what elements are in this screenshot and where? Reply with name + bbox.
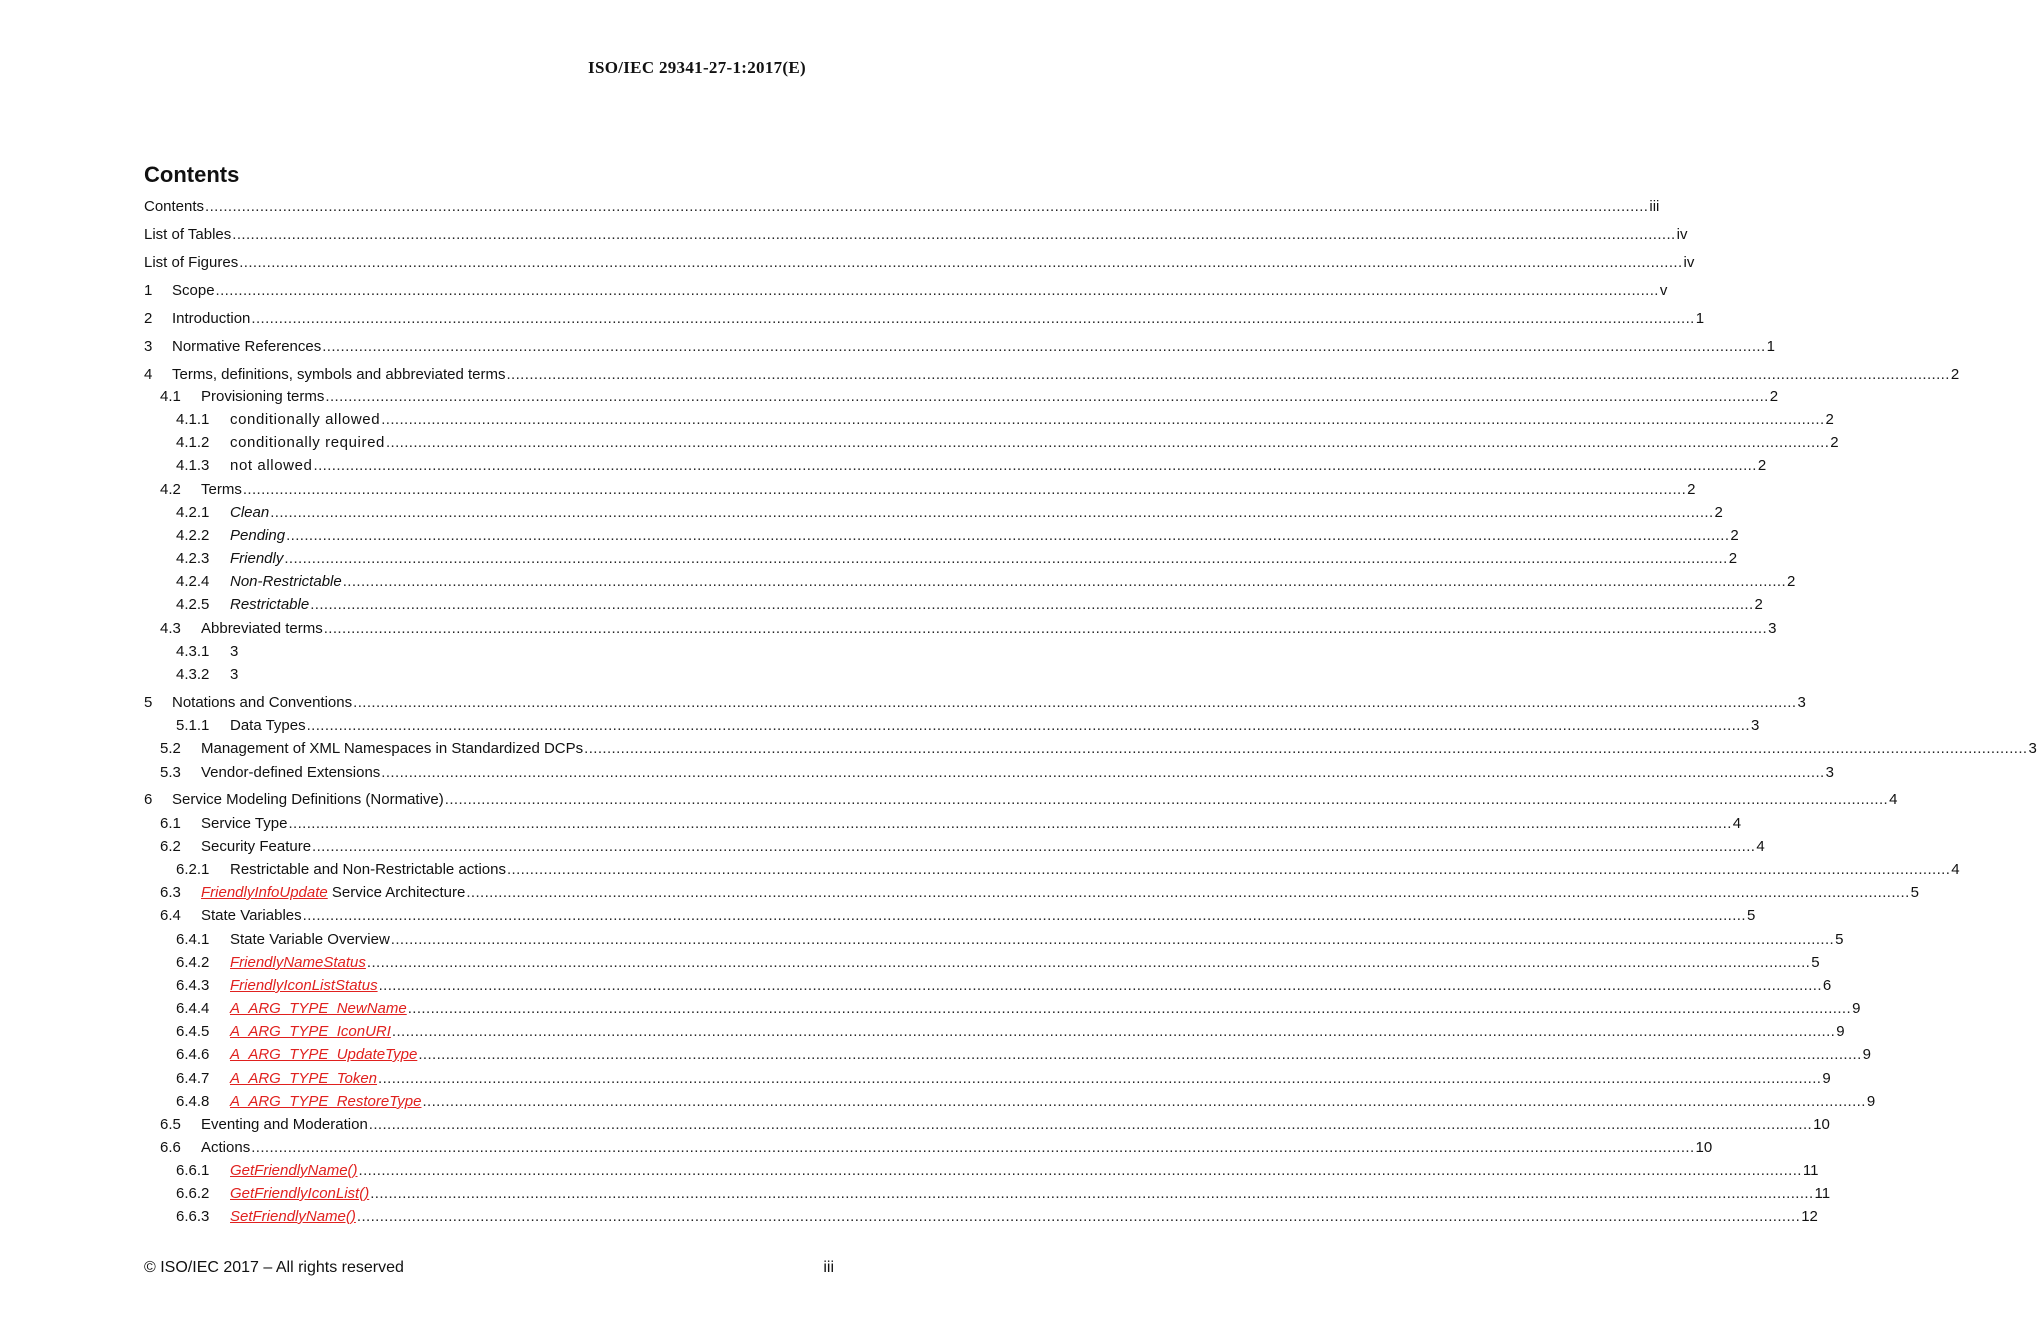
toc-entry-title (230, 1045, 417, 1065)
toc-entry[interactable] (144, 337, 1775, 357)
toc-entry-page: 3 (1797, 694, 1806, 711)
toc-entry-page: 9 (1836, 1023, 1845, 1040)
toc-entry-title (172, 309, 250, 329)
toc-entry-number: 4.2 (160, 481, 181, 498)
toc-entry[interactable] (160, 739, 2037, 759)
toc-entry-title-text: Clean (230, 504, 270, 521)
toc-entry-title-text: Contents (144, 198, 205, 215)
toc-entry-title (230, 1161, 358, 1181)
toc-entry-title-text: Terms (201, 481, 242, 498)
toc-entry-number: 6.4.8 (176, 1093, 210, 1110)
toc-dot-leader (251, 1138, 1694, 1158)
toc-entry-page: 2 (1754, 596, 1763, 613)
toc-entry-title-text: conditionally required (230, 434, 385, 451)
toc-entry[interactable] (176, 572, 1796, 592)
toc-entry-title (201, 883, 465, 903)
toc-entry-title (230, 976, 378, 996)
toc-entry[interactable] (176, 976, 1832, 996)
toc-entry[interactable] (176, 433, 1839, 453)
toc-dot-leader (353, 693, 1796, 713)
toc-entry-page: 5 (1811, 954, 1820, 971)
toc-dot-leader (324, 619, 1767, 639)
toc-entry-page: 9 (1852, 1000, 1861, 1017)
toc-entry[interactable] (176, 1161, 1819, 1181)
toc-entry-title (172, 693, 352, 713)
toc-entry-title (230, 860, 506, 880)
toc-entry-number: 6.4.7 (176, 1070, 210, 1087)
toc-dot-leader (378, 1069, 1821, 1089)
toc-entry[interactable] (160, 480, 1696, 500)
toc-entry[interactable] (160, 883, 1919, 903)
toc-dot-leader (325, 387, 1768, 407)
toc-entry-page: 5 (1910, 884, 1919, 901)
toc-entry-link[interactable]: A_ARG_TYPE_UpdateType (230, 1046, 418, 1063)
toc-entry-page: 3 (1750, 717, 1760, 734)
toc-entry[interactable] (160, 387, 1779, 407)
toc-entry-number: 6.3 (160, 884, 181, 901)
toc-entry-page: 2 (1687, 481, 1696, 498)
toc-entry-link[interactable]: FriendlyInfoUpdate (201, 884, 328, 901)
toc-entry-number: 4 (144, 366, 153, 383)
toc-entry-title-text: Introduction (172, 310, 251, 327)
toc-entry-title (230, 1069, 377, 1089)
toc-entry-title (230, 1022, 391, 1042)
toc-entry[interactable] (160, 814, 1742, 834)
toc-entry-page: 10 (1813, 1116, 1830, 1133)
toc-entry-page: 3 (1768, 620, 1777, 637)
toc-entry-page: 5 (1835, 931, 1844, 948)
toc-entry-title-text: Service Type (201, 815, 288, 832)
toc-entry[interactable] (144, 225, 1688, 245)
toc-entry-number: 4.1.3 (176, 457, 210, 474)
toc-entry-page: 1 (1695, 310, 1705, 327)
toc-entry-title-text: State Variable Overview (230, 931, 390, 948)
toc-entry-page: 2 (1728, 550, 1738, 567)
toc-dot-leader (359, 1161, 1802, 1181)
toc-entry[interactable] (176, 410, 1834, 430)
toc-entry-number: 6.4.5 (176, 1023, 210, 1040)
toc-dot-leader (379, 976, 1822, 996)
toc-entry-number: 6.1 (160, 815, 181, 832)
toc-dot-leader (286, 526, 1729, 546)
toc-entry-number: 4.2.1 (176, 504, 210, 521)
toc-entry-number: 3 (144, 338, 153, 355)
toc-entry[interactable] (144, 197, 1660, 217)
toc-entry-number: 4.3.2 (176, 666, 210, 683)
toc-entry-link[interactable]: FriendlyNameStatus (230, 954, 366, 971)
toc-entry-title (172, 790, 444, 810)
toc-entry-page: 9 (1862, 1046, 1871, 1063)
toc-dot-leader (466, 883, 1909, 903)
toc-entry-title-text: Friendly (230, 550, 284, 567)
toc-entry-title (201, 387, 324, 407)
toc-entry-number: 4.3 (160, 620, 181, 637)
toc-entry-title-text: Normative References (172, 338, 322, 355)
toc-dot-leader (343, 572, 1786, 592)
toc-dot-leader (284, 549, 1727, 569)
toc-entry-page: 2 (1730, 527, 1739, 544)
toc-dot-leader (391, 930, 1834, 950)
toc-entry[interactable] (160, 619, 1777, 639)
toc-entry-number: 5.1.1 (176, 717, 210, 734)
toc-entry-title (172, 365, 505, 385)
toc-entry-title (230, 1184, 369, 1204)
toc-entry-title (172, 281, 215, 301)
toc-entry-title-text: conditionally allowed (230, 411, 381, 428)
toc-entry-title (201, 1115, 368, 1135)
toc-dot-leader (243, 480, 1686, 500)
toc-entry-title (201, 619, 323, 639)
toc-entry[interactable] (160, 1115, 1830, 1135)
toc-dot-leader (369, 1115, 1812, 1135)
toc-dot-leader (216, 281, 1659, 301)
toc-entry[interactable] (176, 1069, 1831, 1089)
toc-dot-leader (445, 790, 1888, 810)
toc-entry-number: 6.4.3 (176, 977, 210, 994)
toc-dot-leader (422, 1092, 1865, 1112)
toc-entry-page: 9 (1822, 1070, 1831, 1087)
toc-dot-leader (370, 1184, 1813, 1204)
toc-entry-number: 6.6 (160, 1139, 181, 1156)
toc-dot-leader (239, 253, 1682, 273)
toc-entry-title-text: 3 (230, 643, 239, 660)
toc-entry-title-text: Notations and Conventions (172, 694, 353, 711)
toc-entry-page: 5 (1746, 907, 1756, 924)
toc-entry-link[interactable]: GetFriendlyName() (230, 1162, 358, 1179)
toc-entry-number: 6.4.6 (176, 1046, 210, 1063)
toc-dot-leader (303, 906, 1746, 926)
toc-entry-link[interactable]: A_ARG_TYPE_RestoreType (230, 1093, 422, 1110)
toc-entry-number: 4.1.1 (176, 411, 210, 428)
toc-entry[interactable] (176, 642, 834, 662)
toc-entry-title-text: Provisioning terms (201, 388, 325, 405)
toc-entry-page: 11 (1814, 1185, 1831, 1202)
toc-entry[interactable] (176, 1207, 1818, 1227)
toc-entry-number: 4.2.4 (176, 573, 210, 590)
toc-dot-leader (357, 1207, 1800, 1227)
toc-entry[interactable] (160, 763, 1834, 783)
toc-dot-leader (205, 197, 1648, 217)
toc-entry[interactable] (176, 549, 1738, 569)
toc-entry[interactable] (176, 1022, 1845, 1042)
toc-entry[interactable] (176, 953, 1820, 973)
toc-entry[interactable] (176, 1184, 1831, 1204)
toc-entry-number: 6.6.3 (176, 1208, 210, 1225)
toc-dot-leader (418, 1045, 1861, 1065)
toc-entry[interactable] (176, 930, 1844, 950)
toc-dot-leader (386, 433, 1829, 453)
toc-entry-title (230, 953, 366, 973)
toc-entry-link[interactable]: FriendlyIconListStatus (230, 977, 378, 994)
toc-entry-title (201, 739, 583, 759)
toc-entry-title (201, 1138, 250, 1158)
toc-entry-title (230, 503, 269, 523)
toc-entry-title (230, 595, 309, 615)
toc-entry[interactable] (176, 456, 1767, 476)
toc-entry-page: iv (1683, 254, 1695, 271)
toc-entry-page: 1 (1766, 338, 1775, 355)
toc-entry-number: 4.1.2 (176, 434, 210, 451)
toc-entry-page: 2 (1769, 388, 1779, 405)
toc-entry-title (230, 642, 238, 662)
toc-dot-leader (367, 953, 1810, 973)
toc-entry-title-text: Eventing and Moderation (201, 1116, 368, 1133)
toc-entry-title (201, 763, 380, 783)
toc-entry-title-text: Abbreviated terms (201, 620, 323, 637)
toc-entry-number: 6 (144, 791, 153, 808)
toc-entry-page: 3 (1825, 764, 1834, 781)
toc-entry-page: 4 (1889, 791, 1898, 808)
toc-entry-number: 4.2.5 (176, 596, 210, 613)
toc-entry-title (230, 1092, 421, 1112)
toc-entry-title (230, 549, 283, 569)
toc-dot-leader (232, 225, 1675, 245)
toc-entry-page: 2 (1714, 504, 1723, 521)
toc-entry[interactable] (160, 837, 1765, 857)
contents-heading: Contents (144, 162, 240, 187)
toc-entry-title-text: List of Figures (144, 254, 239, 271)
toc-entry[interactable] (176, 665, 834, 685)
toc-entry-number: 6.2.1 (176, 861, 210, 878)
toc-entry[interactable] (160, 1138, 1713, 1158)
toc-entry-title (230, 410, 380, 430)
toc-entry-page: 4 (1756, 838, 1765, 855)
toc-entry-title-text: State Variables (201, 907, 302, 924)
toc-entry-title-text: Non-Restrictable (230, 573, 342, 590)
toc-entry-number: 6.6.2 (176, 1185, 210, 1202)
toc-entry-number: 5.3 (160, 764, 181, 781)
toc-entry-title (230, 930, 390, 950)
toc-entry[interactable] (144, 365, 1960, 385)
toc-entry-link[interactable]: SetFriendlyName() (230, 1208, 356, 1225)
footer-copyright: © ISO/IEC 2017 – All rights reserved (144, 1259, 404, 1276)
toc-dot-leader (251, 309, 1694, 329)
toc-entry-page: 2 (1830, 434, 1839, 451)
toc-dot-leader (381, 763, 1824, 783)
toc-entry-number: 6.4.1 (176, 931, 210, 948)
toc-entry[interactable] (176, 503, 1723, 523)
toc-entry-title (230, 665, 238, 685)
toc-entry-title-text: List of Tables (144, 226, 232, 243)
toc-entry-page: 4 (1732, 815, 1742, 832)
toc-entry-number: 6.6.1 (176, 1162, 210, 1179)
toc-entry-title (230, 433, 385, 453)
toc-entry-link[interactable]: A_ARG_TYPE_IconURI (230, 1023, 391, 1040)
toc-entry-page: iii (1649, 198, 1660, 215)
toc-dot-leader (584, 739, 2027, 759)
toc-entry[interactable] (144, 790, 1898, 810)
toc-entry-page: 4 (1951, 861, 1960, 878)
toc-entry-title (172, 337, 321, 357)
toc-entry[interactable] (176, 860, 1960, 880)
toc-entry-title (144, 225, 231, 245)
toc-entry-number: 2 (144, 310, 153, 327)
toc-entry-title (201, 480, 242, 500)
toc-dot-leader (307, 716, 1750, 736)
toc-entry-title (144, 197, 204, 217)
footer-page-number: iii (823, 1259, 834, 1276)
toc-entry-title-text: Service Architecture (327, 884, 466, 901)
document-id: ISO/IEC 29341-27-1:2017(E) (588, 58, 806, 77)
toc-entry-number: 6.2 (160, 838, 181, 855)
toc-entry-title (201, 837, 311, 857)
toc-entry[interactable] (144, 309, 1705, 329)
toc-entry-title (201, 906, 302, 926)
toc-entry-number: 1 (144, 282, 153, 299)
toc-entry-page: 2 (1950, 366, 1960, 383)
toc-entry[interactable] (160, 906, 1756, 926)
toc-entry-number: 5.2 (160, 740, 181, 757)
toc-entry-title (230, 999, 407, 1019)
toc-entry-title-text: Scope (172, 282, 215, 299)
toc-entry-number: 4.2.3 (176, 550, 210, 567)
toc-entry[interactable] (144, 693, 1806, 713)
toc-dot-leader (507, 860, 1950, 880)
toc-entry[interactable] (144, 253, 1695, 273)
toc-entry-title-text: not allowed (230, 457, 313, 474)
toc-entry-title-text: Management of XML Namespaces in Standardized DCPs (201, 740, 584, 757)
toc-entry-link[interactable]: A_ARG_TYPE_Token (230, 1070, 378, 1087)
toc-entry-title-text: Actions (201, 1139, 251, 1156)
toc-dot-leader (288, 814, 1731, 834)
toc-entry[interactable] (176, 999, 1861, 1019)
toc-entry-title-text: Pending (230, 527, 286, 544)
toc-entry-number: 6.4 (160, 907, 181, 924)
toc-entry-title (201, 814, 287, 834)
toc-entry-number: 4.2.2 (176, 527, 210, 544)
toc-entry-page: 6 (1822, 977, 1832, 994)
toc-entry-title (230, 456, 313, 476)
toc-entry-number: 6.4.2 (176, 954, 210, 971)
toc-dot-leader (314, 456, 1757, 476)
toc-entry-page: 12 (1801, 1208, 1818, 1225)
toc-dot-leader (322, 337, 1765, 357)
toc-entry-title-text: Service Modeling Definitions (Normative) (172, 791, 444, 808)
toc-entry[interactable] (176, 716, 1760, 736)
toc-entry-number: 6.5 (160, 1116, 181, 1133)
toc-dot-leader (310, 595, 1753, 615)
toc-entry-title (230, 572, 342, 592)
toc-entry[interactable] (176, 1045, 1871, 1065)
toc-entry-title-text: Vendor-defined Extensions (201, 764, 381, 781)
toc-entry-page: iv (1676, 226, 1688, 243)
toc-entry[interactable] (176, 526, 1739, 546)
toc-dot-leader (312, 837, 1755, 857)
toc-entry-title-text: Restrictable and Non-Restrictable actions (230, 861, 506, 878)
toc-entry-title-text: 3 (230, 666, 239, 683)
toc-entry-title-text: Terms, definitions, symbols and abbreviated terms (172, 366, 506, 383)
toc-entry-title-text: Data Types (230, 717, 306, 734)
toc-entry-title (144, 253, 238, 273)
toc-entry-title (230, 716, 306, 736)
toc-entry-link[interactable]: GetFriendlyIconList() (230, 1185, 370, 1202)
toc-dot-leader (270, 503, 1713, 523)
toc-entry[interactable] (176, 1092, 1876, 1112)
toc-entry-page: 2 (1787, 573, 1796, 590)
toc-entry-number: 6.4.4 (176, 1000, 210, 1017)
toc-dot-leader (392, 1022, 1835, 1042)
toc-entry-title (230, 526, 285, 546)
toc-entry-number: 5 (144, 694, 153, 711)
toc-entry[interactable] (144, 281, 1668, 301)
toc-dot-leader (408, 999, 1851, 1019)
toc-entry[interactable] (176, 595, 1763, 615)
toc-entry-number: 4.1 (160, 388, 181, 405)
toc-entry-title-text: Security Feature (201, 838, 312, 855)
toc-entry-page: 11 (1802, 1162, 1819, 1179)
toc-dot-leader (381, 410, 1824, 430)
toc-entry-page: v (1659, 282, 1668, 299)
toc-entry-title (230, 1207, 356, 1227)
toc-entry-page: 10 (1695, 1139, 1713, 1156)
toc-entry-title-text: Restrictable (230, 596, 310, 613)
toc-entry-page: 9 (1866, 1093, 1876, 1110)
toc-entry-page: 2 (1757, 457, 1767, 474)
toc-entry-page: 2 (1825, 411, 1834, 428)
toc-dot-leader (506, 365, 1949, 385)
toc-entry-link[interactable]: A_ARG_TYPE_NewName (230, 1000, 407, 1017)
toc-entry-page: 3 (2028, 740, 2037, 757)
toc-entry-number: 4.3.1 (176, 643, 210, 660)
